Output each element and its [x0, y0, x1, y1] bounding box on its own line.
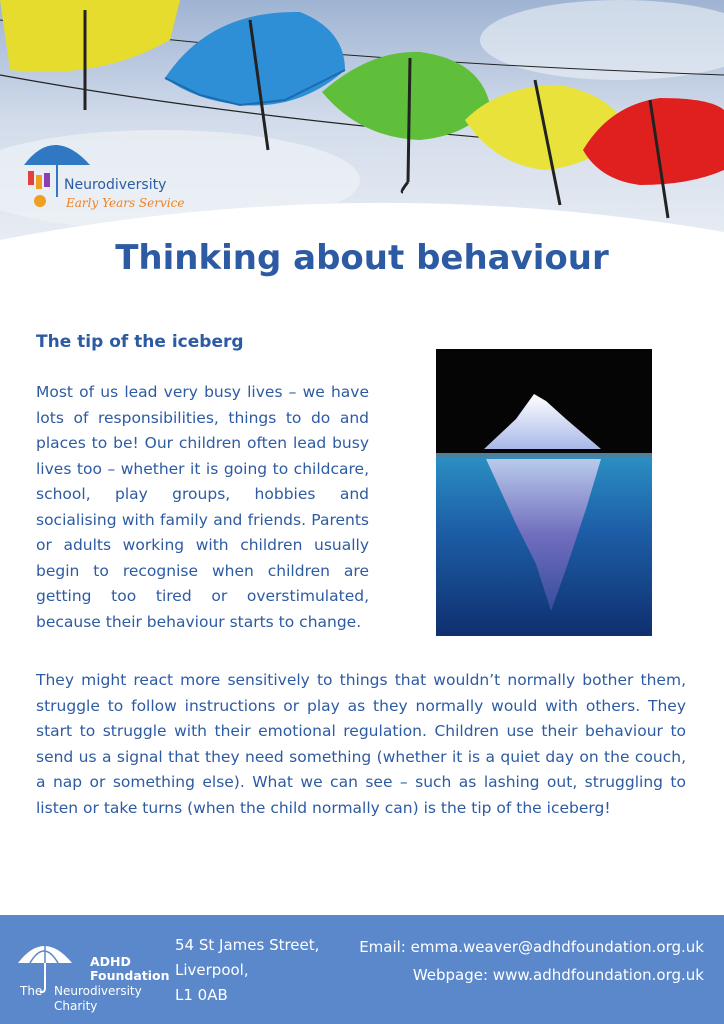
adhd-foundation-logo — [16, 933, 170, 1013]
logo-tagline: Early Years Service — [66, 196, 185, 210]
page-title: Thinking about behaviour — [115, 238, 609, 278]
body-paragraph-2: They might react more sensitively to things that wouldn’t normally bother them, struggle to follow instructions or play as they normally would with others. They start to struggle with their emotional regulation. Children use their behaviour to send us a signal that they need something (whether it is a quiet day on the couch, a nap or something else). What we can see – such as lashing out, struggling to listen or take turns (when the child normally can) is the tip of the iceberg! — [36, 671, 686, 817]
iceberg-image — [436, 349, 652, 636]
logo-name: Neurodiversity — [64, 177, 167, 193]
footer-org-line1: ADHD — [90, 954, 131, 969]
footer-charity: Charity — [54, 999, 98, 1013]
address-line: Liverpool, — [175, 961, 249, 979]
umbrella-photo — [0, 0, 724, 245]
section-subtitle: The tip of the iceberg — [36, 332, 244, 352]
footer-email[interactable]: Email: emma.weaver@adhdfoundation.org.uk — [359, 938, 704, 956]
footer-org-line2: Foundation — [90, 968, 170, 983]
body-paragraph-1: Most of us lead very busy lives – we have lots of responsibilities, things to do and places to be! Our children often lead busy lives too – whether it is going to childcare, school, play groups, hobbies and socialising with family and friends. Parents or adults working with children usually begin to recognise when children are getting too tired or overstimulated, because their behaviour starts to change. — [36, 383, 369, 631]
footer-webpage[interactable]: Webpage: www.adhdfoundation.org.uk — [412, 966, 704, 984]
address-line: 54 St James Street, — [175, 936, 320, 954]
footer-the: The — [20, 984, 43, 998]
address-line: L1 0AB — [175, 986, 228, 1004]
footer-address — [175, 933, 319, 1008]
footer-neurodiversity: Neurodiversity — [54, 984, 142, 998]
footer-contact — [359, 933, 704, 989]
header-banner — [0, 0, 724, 245]
footer — [0, 915, 724, 1024]
